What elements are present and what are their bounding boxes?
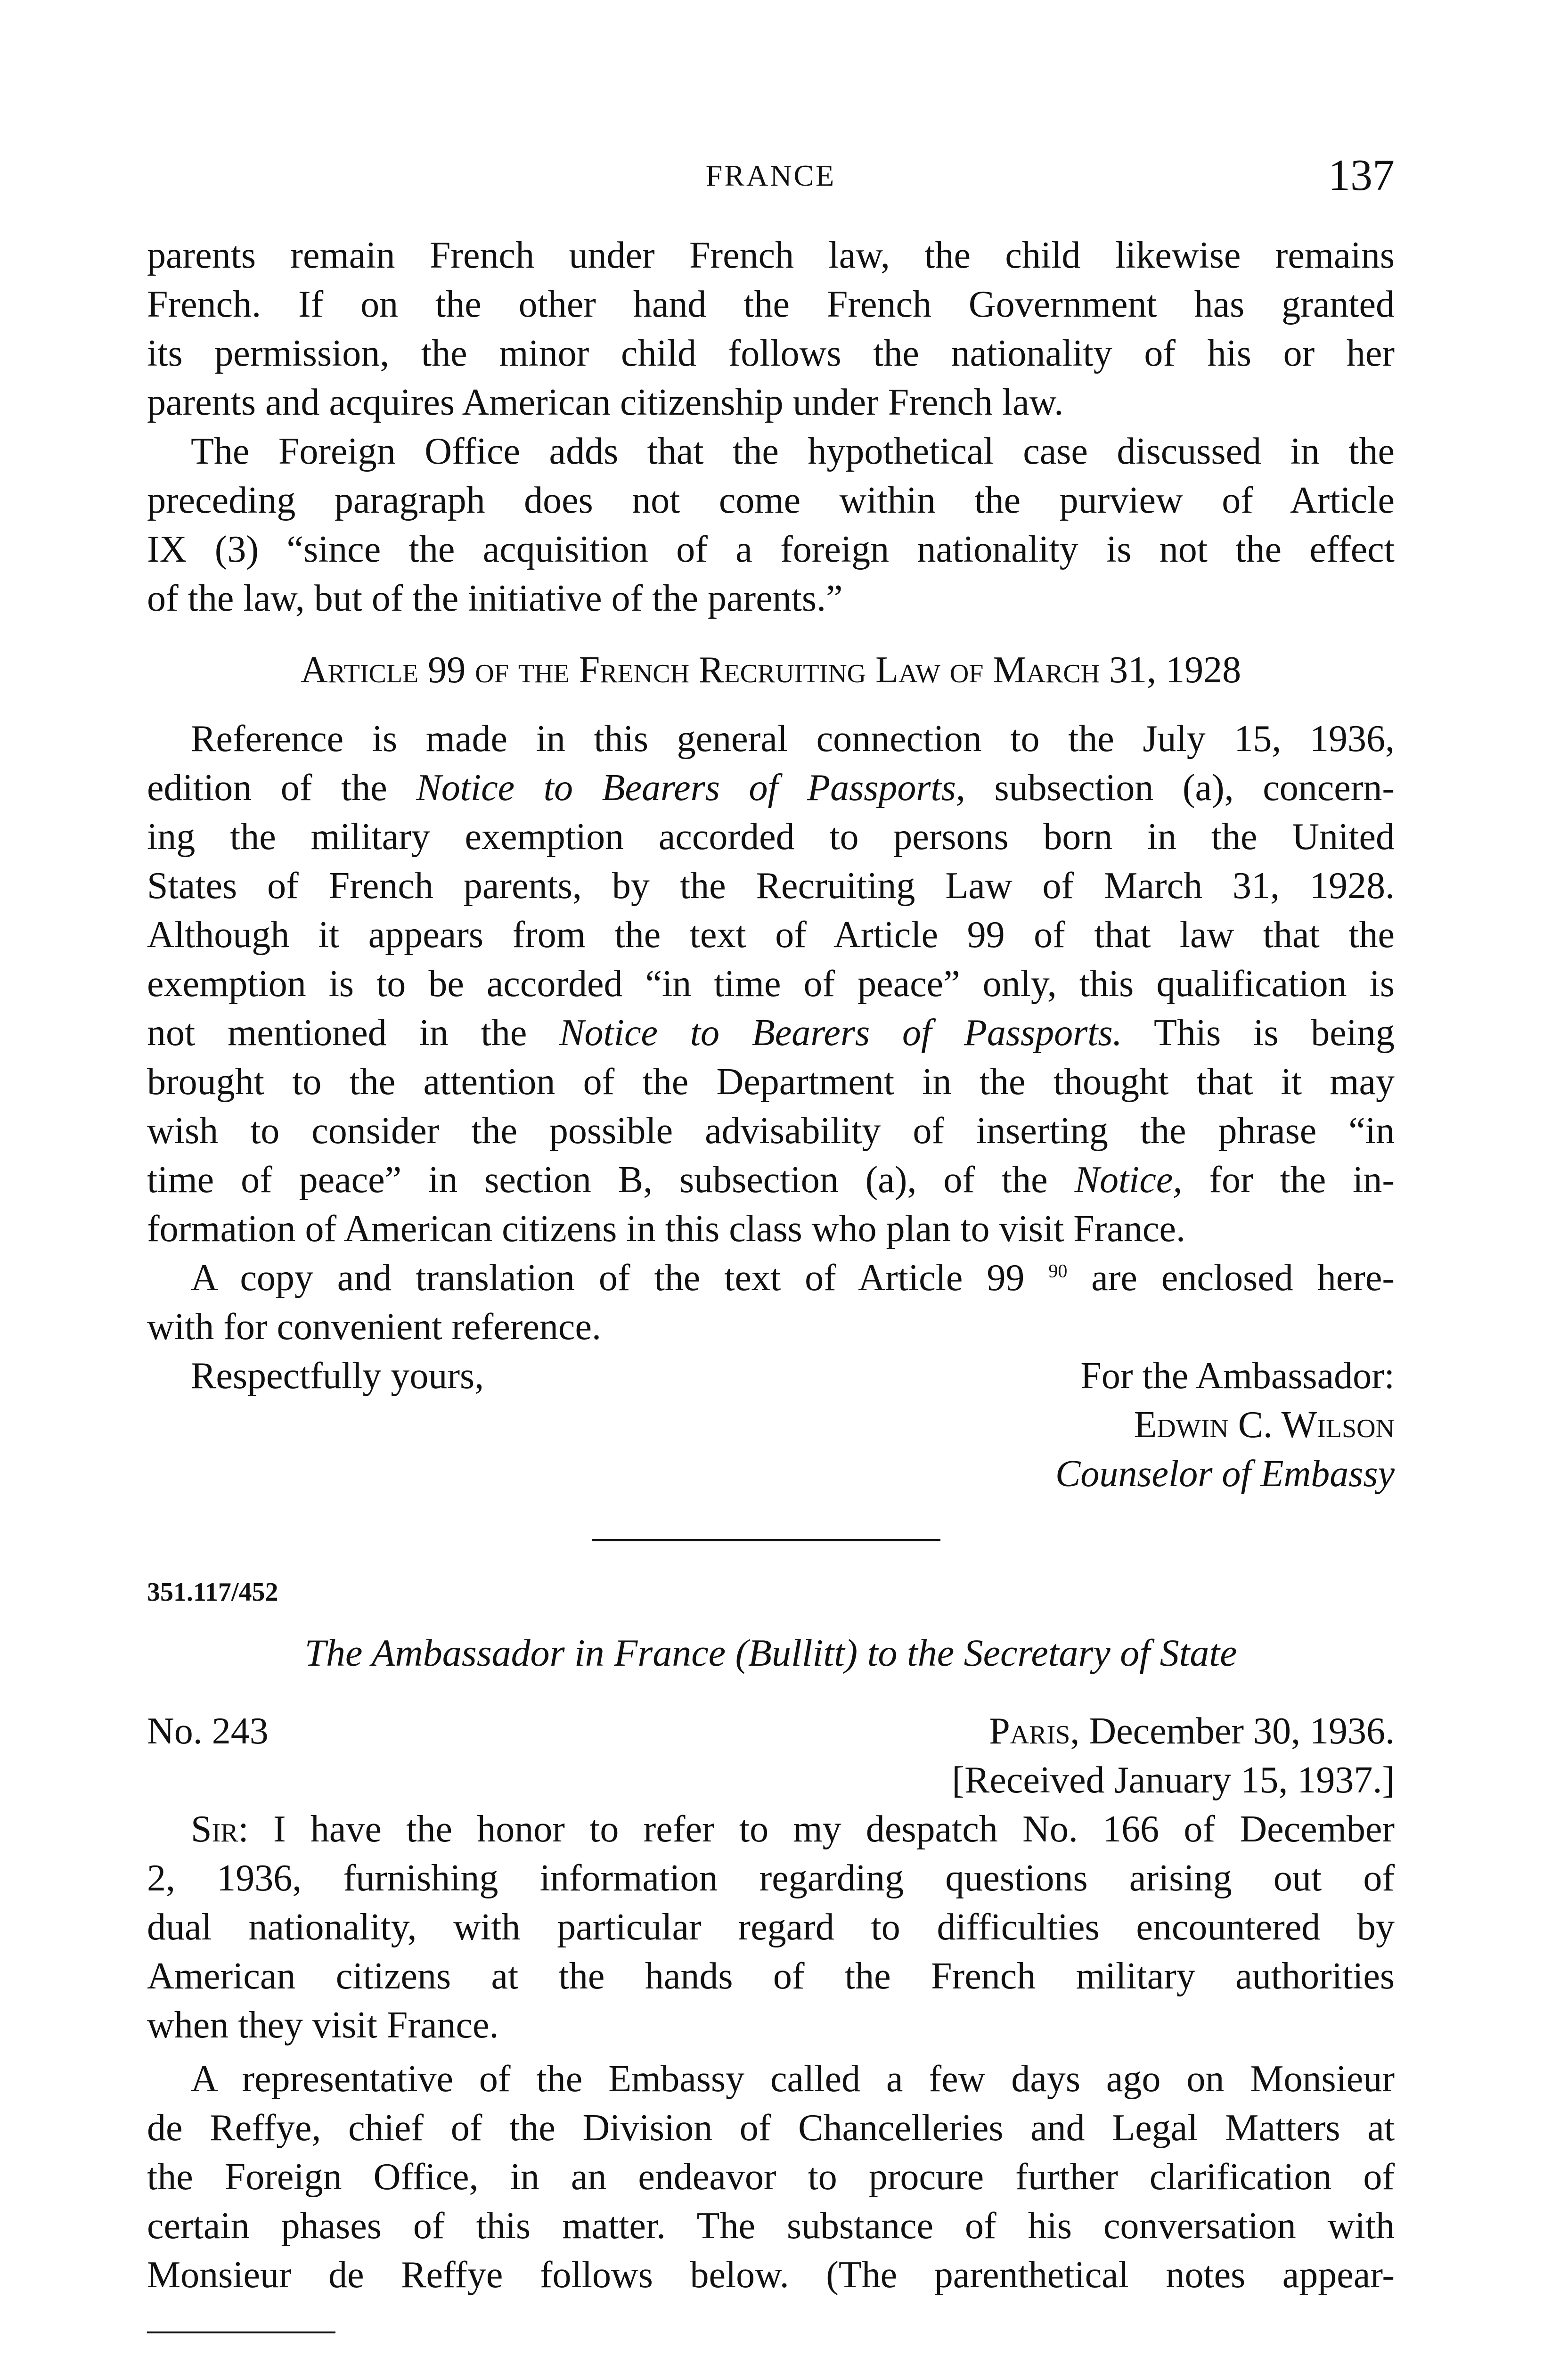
running-title: FRANCE [705, 159, 836, 192]
text-line: certain phases of this matter. The substance of his conversation with [147, 2205, 1395, 2247]
italic-title: Notice to Bearers of Passports [416, 767, 956, 809]
file-number: 351.117/452 [147, 1578, 278, 1607]
text-line: French. If on the other hand the French Government has granted [147, 284, 1395, 325]
text-line: when they visit France. [147, 2004, 499, 2046]
text-line: its permission, the minor child follows the nationality of his or her [147, 333, 1395, 374]
document-title: The Ambassador in France (Bullitt) to the Secretary of State [304, 1631, 1237, 1674]
text-line: preceding paragraph does not come within the purview of Article [147, 480, 1395, 521]
place-date: Paris, December 30, 1936. [989, 1710, 1395, 1752]
salutation: Sir: [191, 1808, 249, 1850]
text-line: The Foreign Office adds that the hypothetical case discussed in the [191, 431, 1395, 472]
text-line: Reference is made in this general connection to the July 15, 1936, [191, 718, 1395, 760]
signer-title: Counselor of Embassy [1055, 1453, 1395, 1495]
text-line: A representative of the Embassy called a few days ago on Monsieur [191, 2058, 1395, 2100]
text-line: formation of American citizens in this class who plan to visit France. [147, 1208, 1185, 1250]
complimentary-close: Respectfully yours, [191, 1355, 484, 1397]
text-line: Monsieur de Reffye follows below. (The parenthetical notes appear- [147, 2254, 1395, 2296]
text-line: parents remain French under French law, the child likewise remains [147, 235, 1395, 276]
despatch-number: No. 243 [147, 1710, 269, 1752]
text-line: brought to the attention of the Department in the thought that it may [147, 1061, 1395, 1103]
text-line: A copy and translation of the text of Article 99 $^{90}$ are enclosed here- [191, 1257, 1395, 1299]
text-line: dual nationality, with particular regard to difficulties encountered by [147, 1906, 1395, 1948]
text-line: with for convenient reference. [147, 1306, 601, 1348]
text-line: de Reffye, chief of the Division of Chancelleries and Legal Matters at [147, 2107, 1395, 2149]
text-line: States of French parents, by the Recruiting Law of March 31, 1928. [147, 865, 1395, 907]
text-line: not mentioned in the Notice to Bearers of Passports. This is being [147, 1012, 1395, 1054]
text-line: American citizens at the hands of the French military authorities [147, 1955, 1395, 1997]
separator-rule [592, 1539, 940, 1541]
footnote-reference: 90 [1048, 1260, 1068, 1282]
footnote-rule [147, 2331, 335, 2333]
page-number: 137 [1328, 151, 1395, 200]
received-date: [Received January 15, 1937.] [952, 1759, 1395, 1801]
text-line: wish to consider the possible advisability of inserting the phrase “in [147, 1110, 1395, 1152]
text-line: 2, 1936, furnishing information regarding questions arising out of [147, 1857, 1395, 1899]
text-line: ing the military exemption accorded to persons born in the United [147, 816, 1395, 858]
text-line: Sir: I have the honor to refer to my despatch No. 166 of December [191, 1808, 1395, 1850]
text-line: exemption is to be accorded “in time of peace” only, this qualification is [147, 963, 1395, 1005]
for-ambassador: For the Ambassador: [1080, 1355, 1395, 1397]
text-line: the Foreign Office, in an endeavor to procure further clarification of [147, 2156, 1395, 2198]
text-line: edition of the Notice to Bearers of Passports, subsection (a), concern- [147, 767, 1395, 809]
text-line: time of peace” in section B, subsection (a), of the Notice, for the in- [147, 1159, 1395, 1201]
text-line: IX (3) “since the acquisition of a foreign nationality is not the effect [147, 529, 1395, 570]
signer-name: Edwin C. Wilson [1134, 1404, 1395, 1446]
text-line: Although it appears from the text of Article 99 of that law that the [147, 914, 1395, 956]
running-head [147, 150, 1395, 202]
italic-title: Notice to Bearers of Passports. [559, 1012, 1122, 1054]
text-line: of the law, but of the initiative of the parents.” [147, 578, 843, 619]
italic-title: Notice, [1074, 1159, 1183, 1201]
text-line: parents and acquires American citizenship under French law. [147, 382, 1064, 423]
section-heading: Article 99 of the French Recruiting Law of March 31, 1928 [300, 649, 1241, 691]
